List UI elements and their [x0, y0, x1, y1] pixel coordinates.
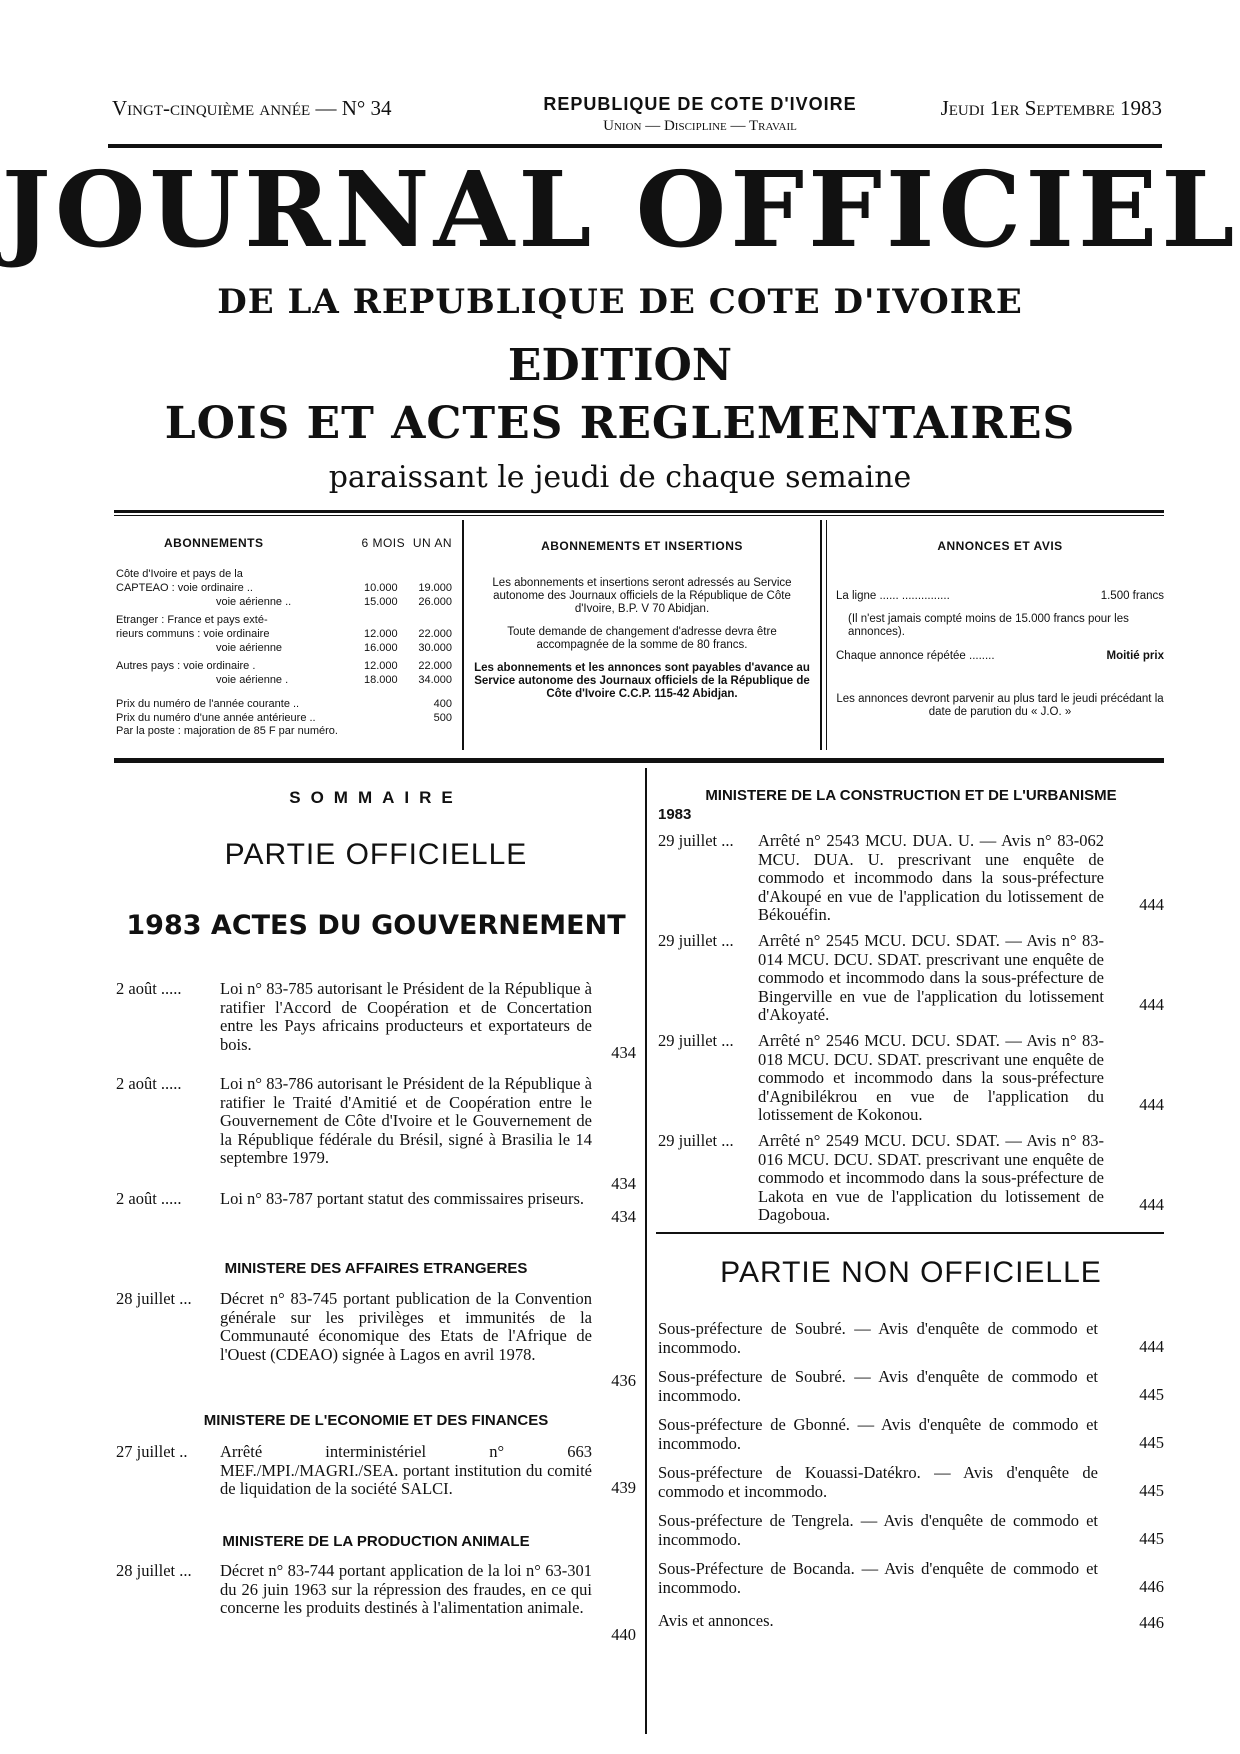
annonces-note: (Il n'est jamais compté moins de 15.000 francs pour les annonces).	[848, 613, 1129, 638]
non-officielle-entry	[658, 1416, 1164, 1452]
subscription-row: voie aérienne . 18.000 34.000	[216, 674, 452, 686]
non-officielle-entry	[658, 1368, 1164, 1404]
entry-text: Sous-préfecture de Tengrela. — Avis d'enquête de commodo et incommodo.	[658, 1511, 1098, 1549]
entry-date: 28 juillet ...	[116, 1289, 192, 1308]
subscriptions-box: ABONNEMENTS 6 MOIS UN AN Côte d'Ivoire et pays de la CAPTEAO : voie ordinaire .. 10.000 19.000 voie aérienne .. 15.000 26.000 Etranger : France et pays exté- rieurs communs : voie ordinaire 12.000 22.000 voie aérienne 16.000 30.000 Autres pays : voie ordinaire . 12.000 22.000 voie aérienne . 18.000 34.000 Prix du numéro de l'année courante .. 400 Prix du numéro d'une année antérieure .. 500 Par la poste : majoration de 85 F par numéro.	[116, 536, 452, 737]
ministry-animal-production: MINISTERE DE LA PRODUCTION ANIMALE	[222, 1533, 530, 1550]
entry-page: 439	[611, 1477, 636, 1497]
entry-page: 445	[1139, 1480, 1164, 1500]
entry-text: Sous-préfecture de Soubré. — Avis d'enquête de commodo et incommodo.	[658, 1367, 1098, 1405]
entry-page: 434	[611, 1042, 636, 1062]
non-officielle-entry	[658, 1464, 1164, 1500]
annonces-box: ANNONCES ET AVIS La ligne ...... ............... 1.500 francs (Il n'est jamais compté moins de 15.000 francs pour les annonces). Chaque annonce répétée ........ Moitié prix Les annonces devront parvenir au plus tard le jeudi précédant la date de parution du « J.O. »	[836, 539, 1164, 718]
left-entry	[116, 980, 636, 1062]
entry-date: 28 juillet ...	[116, 1561, 192, 1580]
entry-page: 446	[1139, 1576, 1164, 1596]
entry-text: Arrêté n° 2546 MCU. DCU. SDAT. — Avis n° 83-018 MCU. DCU. SDAT. prescrivant une enquête de commodo et incommodo dans la sous-préfecture d'Agnibilékrou en vue de l'application du lotissement de Kokonou.	[758, 1031, 1104, 1124]
subscription-row: voie aérienne .. 15.000 26.000	[216, 596, 452, 608]
right-entry	[658, 1131, 1164, 1224]
left-entry	[116, 1562, 636, 1644]
journal-subtitle: DE LA REPUBLIQUE DE COTE D'IVOIRE	[217, 282, 1023, 322]
insertions-change: Toute demande de changement d'adresse devra être accompagnée de la somme de 80 francs.	[507, 626, 777, 651]
entry-page: 445	[1139, 1432, 1164, 1452]
non-officielle-entry	[658, 1320, 1164, 1356]
left-entry	[116, 1075, 636, 1193]
entry-date: 2 août .....	[116, 1074, 182, 1093]
entry-page: 446	[1139, 1612, 1164, 1632]
subscription-row: Etranger : France et pays exté-	[116, 614, 268, 626]
entry-text: Loi n° 83-785 autorisant le Président de la République à ratifier l'Accord de Coopération et de Concertation entre les Pays africains producteurs et exportateurs de bois.	[220, 979, 592, 1054]
box-top-rule	[114, 510, 1164, 513]
subscription-row: Autres pays : voie ordinaire . 12.000 22.000	[116, 660, 452, 672]
entry-date: 29 juillet ...	[658, 1031, 734, 1050]
subscription-row: CAPTEAO : voie ordinaire .. 10.000 19.000	[116, 582, 452, 594]
left-entry	[116, 1190, 636, 1226]
issue-date: Jeudi 1er Septembre 1983	[940, 96, 1162, 120]
non-officielle-entry	[658, 1560, 1164, 1596]
entry-page: 444	[1139, 1194, 1164, 1214]
line-price: 1.500 francs	[1100, 590, 1164, 602]
entry-text: Arrêté interministériel n° 663 MEF./MPI./MAGRI./SEA. portant institution du comité de liquidation de la société SALCI.	[220, 1442, 592, 1498]
entry-page: 434	[611, 1206, 636, 1226]
left-entry	[116, 1443, 636, 1497]
entry-text: Sous-Préfecture de Bocanda. — Avis d'enquête de commodo et incommodo.	[658, 1559, 1098, 1597]
price-postal: Par la poste : majoration de 85 F par numéro.	[116, 725, 338, 737]
entry-text: Sous-préfecture de Kouassi-Datékro. — Avis d'enquête de commodo et incommodo.	[658, 1463, 1098, 1501]
right-entry	[658, 831, 1164, 924]
annonces-title: ANNONCES ET AVIS	[937, 539, 1063, 553]
actes-title: 1983 ACTES DU GOUVERNEMENT	[126, 910, 626, 941]
box-bottom-rule	[114, 758, 1164, 763]
non-officielle-entry	[658, 1612, 1164, 1632]
insertions-title: ABONNEMENTS ET INSERTIONS	[541, 539, 743, 553]
entry-page: 445	[1139, 1528, 1164, 1548]
sub-line-intro: Côte d'Ivoire et pays de la	[116, 568, 243, 580]
entry-text: Arrêté n° 2545 MCU. DCU. SDAT. — Avis n° 83-014 MCU. DCU. SDAT. prescrivant une enquête de commodo et incommodo dans la sous-préfecture de Bingerville en vue de l'application du lotissement d'Akoyaté.	[758, 931, 1104, 1024]
entry-page: 436	[611, 1370, 636, 1390]
entry-text: Loi n° 83-786 autorisant le Président de la République à ratifier le Traité d'Amitié et de Coopération entre le Gouvernement de Côte d'Ivoire et le Gouvernement de la République fédérale du Brésil, signé à Brasilia le 14 septembre 1979.	[220, 1074, 592, 1167]
entry-text: Décret n° 83-745 portant publication de la Convention générale sur les privilèges et immunités de la Communauté économique des Etats de l'Afrique de l'Ouest (CDEAO) signée à Lagos en avril 1978.	[220, 1289, 592, 1364]
journal-title: JOURNAL OFFICIEL	[1, 148, 1239, 271]
column-divider	[645, 768, 647, 1734]
price-previous: Prix du numéro d'une année antérieure ..	[116, 712, 316, 724]
issue-number: Vingt-cinquième année — N° 34	[112, 96, 392, 120]
ministry-economy: MINISTERE DE L'ECONOMIE ET DES FINANCES	[203, 1412, 549, 1429]
col-1an: UN AN	[412, 536, 452, 550]
right-entry	[658, 931, 1164, 1024]
entry-date: 2 août .....	[116, 1189, 182, 1208]
entry-text: Sous-préfecture de Soubré. — Avis d'enquête de commodo et incommodo.	[658, 1319, 1098, 1357]
subscription-row: voie aérienne 16.000 30.000	[216, 642, 452, 654]
price-current: Prix du numéro de l'année courante ..	[116, 698, 300, 710]
entry-page: 434	[611, 1173, 636, 1193]
entry-text: Décret n° 83-744 portant application de la loi n° 63-301 du 26 juin 1963 sur la répression des fraudes, en ce qui concerne les produits destinés à l'alimentation animale.	[220, 1561, 592, 1617]
entry-date: 29 juillet ...	[658, 831, 734, 850]
entry-page: 444	[1139, 894, 1164, 914]
right-entry	[658, 1031, 1164, 1124]
ministry-construction-year: 1983	[658, 806, 692, 823]
entry-date: 29 juillet ...	[658, 931, 734, 950]
republic-name: REPUBLIQUE DE COTE D'IVOIRE	[543, 94, 857, 114]
entry-page: 440	[611, 1624, 636, 1644]
entry-page: 444	[1139, 1094, 1164, 1114]
ministry-foreign-affairs: MINISTERE DES AFFAIRES ETRANGERES	[224, 1260, 528, 1277]
publication-frequency: paraissant le jeudi de chaque semaine	[328, 460, 912, 495]
partie-non-officielle-title: PARTIE NON OFFICIELLE	[720, 1256, 1102, 1289]
subscription-row: rieurs communs : voie ordinaire 12.000 22.000	[116, 628, 452, 640]
entry-text: Avis et annonces.	[658, 1611, 774, 1630]
repeat-price: Moitié prix	[1106, 650, 1164, 662]
entry-page: 445	[1139, 1384, 1164, 1404]
entry-page: 444	[1139, 994, 1164, 1014]
annonces-deadline: Les annonces devront parvenir au plus tard le jeudi précédant la date de parution du « J.O. »	[836, 693, 1164, 718]
republic-motto: Union — Discipline — Travail	[603, 118, 797, 134]
insertions-payment: Les abonnements et les annonces sont payables d'avance au Service autonome des Journaux officiels de la République de Côte d'Ivoire C.C.P. 115-42 Abidjan.	[474, 662, 810, 700]
sommaire-title: SOMMAIRE	[289, 788, 463, 807]
entry-text: Sous-préfecture de Gbonné. — Avis d'enquête de commodo et incommodo.	[658, 1415, 1098, 1453]
entry-text: Arrêté n° 2543 MCU. DUA. U. — Avis n° 83-062 MCU. DUA. U. prescrivant une enquête de commodo et incommodo dans la sous-préfecture d'Akoupé en vue de l'application du lotissement de Békouéfin.	[758, 831, 1104, 924]
entry-date: 27 juillet ..	[116, 1442, 188, 1461]
insertions-box	[474, 530, 810, 760]
edition-label: EDITION	[507, 340, 733, 391]
insertions-address: Les abonnements et insertions seront adressés au Service autonome des Journaux officiels de la République de Côte d'Ivoire, B.P. V 70 Abidjan.	[492, 577, 792, 615]
left-entry	[116, 1290, 636, 1390]
entry-date: 29 juillet ...	[658, 1131, 734, 1150]
entry-text: Arrêté n° 2549 MCU. DCU. SDAT. — Avis n° 83-016 MCU. DCU. SDAT. prescrivant une enquête de commodo et incommodo dans la sous-préfecture de Lakota en vue de l'application du lotissement de Dagoboua.	[758, 1131, 1104, 1224]
edition-name: LOIS ET ACTES REGLEMENTAIRES	[164, 398, 1076, 449]
entry-text: Loi n° 83-787 portant statut des commissaires priseurs.	[220, 1189, 585, 1208]
partie-officielle-title: PARTIE OFFICIELLE	[224, 838, 528, 871]
entry-date: 2 août .....	[116, 979, 182, 998]
non-officielle-entry	[658, 1512, 1164, 1548]
subscriptions-title: ABONNEMENTS	[164, 536, 264, 550]
entry-page: 444	[1139, 1336, 1164, 1356]
ministry-construction: MINISTERE DE LA CONSTRUCTION ET DE L'URBANISME	[705, 787, 1117, 804]
col-6mois: 6 MOIS	[361, 536, 406, 550]
